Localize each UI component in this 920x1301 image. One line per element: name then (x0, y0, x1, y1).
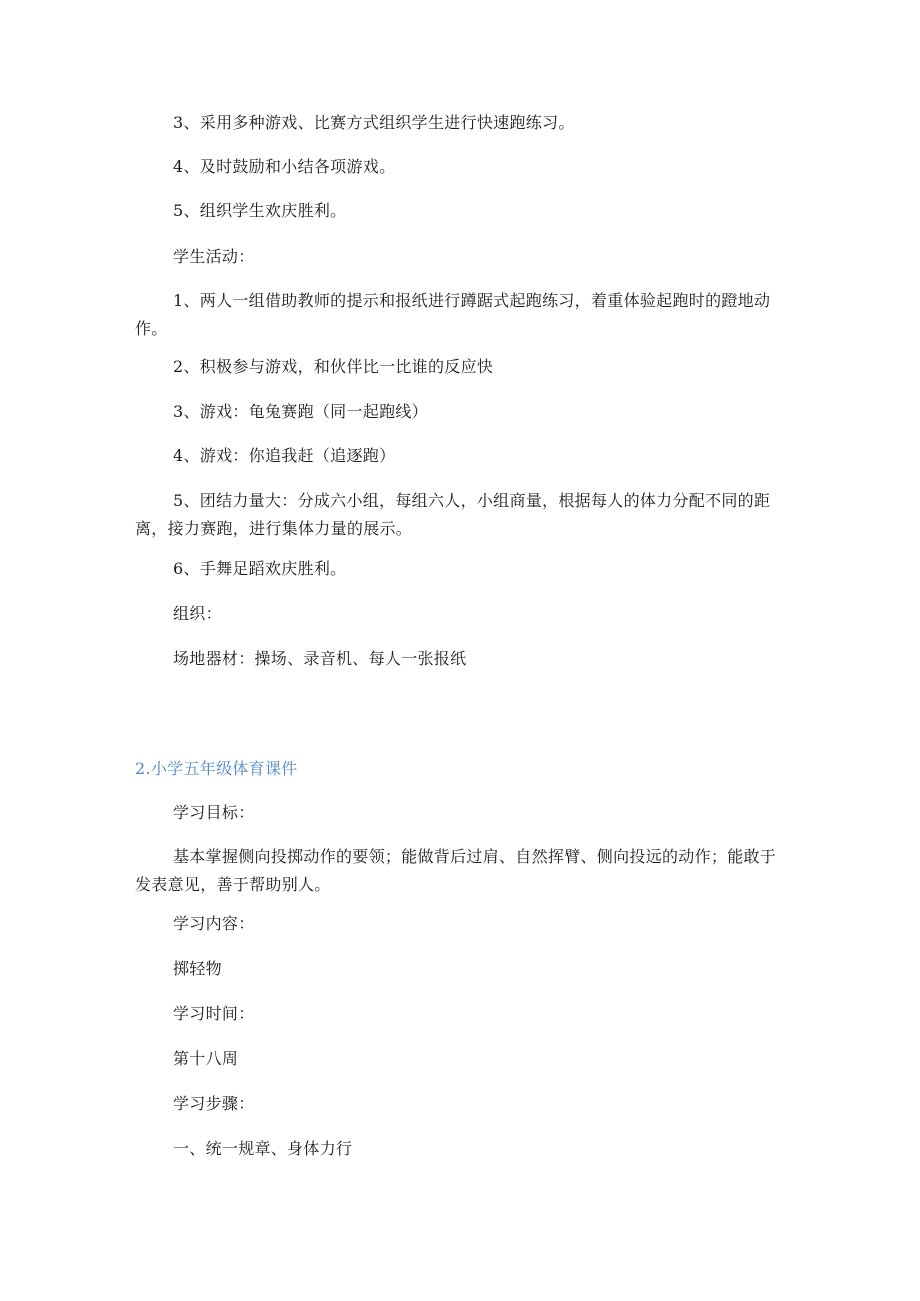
goal-label: 学习目标： (173, 803, 255, 822)
steps-label: 学习步骤： (173, 1094, 255, 1113)
student-step-3: 3、游戏：龟兔赛跑（同一起跑线） (173, 402, 428, 421)
content-text: 掷轻物 (173, 959, 222, 978)
time-label: 学习时间： (173, 1004, 255, 1023)
teacher-step-4: 4、及时鼓励和小结各项游戏。 (173, 157, 396, 176)
section-heading: 2.小学五年级体育课件 (135, 759, 298, 778)
content-label: 学习内容： (173, 914, 255, 933)
student-step-5: 5、团结力量大：分成六小组，每组六人，小组商量，根据每人的体力分配不同的距离，接力赛跑，进行集体力量的展示。 (135, 491, 771, 538)
goal-text: 基本掌握侧向投掷动作的要领；能做背后过肩、自然挥臂、侧向投远的动作；能敢于发表意见，善于帮助别人。 (135, 847, 777, 894)
student-activity-label: 学生活动： (173, 247, 255, 266)
step-1: 一、统一规章、身体力行 (173, 1139, 353, 1158)
student-step-1: 1、两人一组借助教师的提示和报纸进行蹲踞式起跑练习，着重体验起跑时的蹬地动作。 (135, 291, 771, 338)
student-step-6: 6、手舞足蹈欢庆胜利。 (173, 559, 347, 578)
student-step-4: 4、游戏：你追我赶（追逐跑） (173, 446, 396, 465)
student-step-2: 2、积极参与游戏，和伙伴比一比谁的反应快 (173, 357, 494, 376)
teacher-step-3: 3、采用多种游戏、比赛方式组织学生进行快速跑练习。 (173, 113, 575, 132)
equipment-line: 场地器材：操场、录音机、每人一张报纸 (173, 649, 467, 668)
time-text: 第十八周 (173, 1049, 239, 1068)
teacher-step-5: 5、组织学生欢庆胜利。 (173, 201, 347, 220)
organization-label: 组织： (173, 604, 222, 623)
